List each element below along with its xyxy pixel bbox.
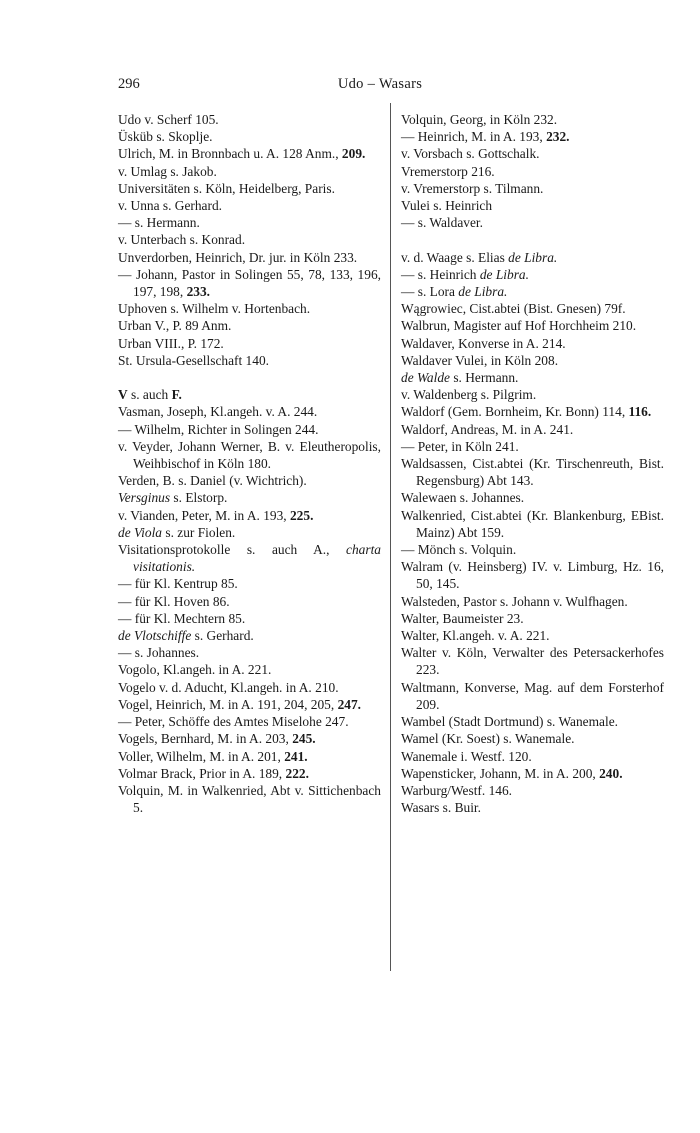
index-entry: Universitäten s. Köln, Heidelberg, Paris. [118, 180, 335, 196]
index-entry: Waldsassen, Cist.abtei (Kr. Tirschenreuth, Bist. Regensburg) Abt 143. [401, 456, 664, 489]
index-entry: — für Kl. Hoven 86. [118, 593, 230, 609]
index-entry: Vulei s. Heinrich [401, 198, 493, 214]
index-entry: — s. Hermann. [118, 215, 200, 231]
index-entry: Wasars s. Buir. [401, 800, 482, 816]
index-entry: Wapensticker, Johann, M. in A. 200, 240. [401, 765, 623, 781]
index-entry: de Walde s. Hermann. [401, 370, 519, 386]
index-entry: Walkenried, Cist.abtei (Kr. Blankenburg, EBist. Mainz) Abt 159. [401, 507, 664, 540]
running-head: Udo – Wasars [337, 76, 423, 92]
index-entry: v. Vremerstorp s. Tilmann. [401, 180, 544, 196]
index-entry: Urban VIII., P. 172. [118, 335, 224, 351]
index-entry: Ulrich, M. in Bronnbach u. A. 128 Anm., 209. [118, 146, 366, 162]
index-entry: Vogolo, Kl.angeh. in A. 221. [118, 662, 272, 678]
index-entry: Walewaen s. Johannes. [401, 490, 525, 506]
index-entry: Walsteden, Pastor s. Johann v. Wulfhagen. [401, 593, 628, 609]
index-entry: Wamel (Kr. Soest) s. Wanemale. [401, 731, 575, 747]
index-entry: Waldaver, Konverse in A. 214. [401, 335, 566, 351]
index-entry: Unverdorben, Heinrich, Dr. jur. in Köln 233. [118, 249, 358, 265]
index-entry: — Mönch s. Volquin. [401, 542, 517, 558]
index-entry: v. Waldenberg s. Pilgrim. [401, 387, 537, 403]
index-entry: Volmar Brack, Prior in A. 189, 222. [118, 765, 309, 781]
index-entry: Waldorf, Andreas, M. in A. 241. [401, 421, 574, 437]
section-gap [401, 231, 664, 248]
index-entry: Waltmann, Konverse, Mag. auf dem Forsterhof 209. [401, 679, 664, 712]
index-entry: V s. auch F. [118, 387, 182, 403]
page-number: 296 [118, 76, 140, 92]
index-entry: Walter v. Köln, Verwalter des Petersackerhofes 223. [401, 645, 664, 678]
index-entry: v. Umlag s. Jakob. [118, 163, 217, 179]
index-entry: Voller, Wilhelm, M. in A. 201, 241. [118, 748, 308, 764]
index-entry: Volquin, Georg, in Köln 232. [401, 112, 558, 127]
index-entry: v. Unna s. Gerhard. [118, 198, 222, 214]
index-entry: Waldorf (Gem. Bornheim, Kr. Bonn) 114, 116. [401, 404, 652, 420]
index-entry: Visitationsprotokolle s. auch A., charta visitationis. [118, 542, 381, 575]
index-entry: v. Vianden, Peter, M. in A. 193, 225. [118, 507, 314, 523]
index-entry: — Wilhelm, Richter in Solingen 244. [118, 421, 319, 437]
index-entry: — s. Johannes. [118, 645, 200, 661]
index-entry: Wągrowiec, Cist.abtei (Bist. Gnesen) 79f. [401, 301, 626, 317]
index-entry: Versginus s. Elstorp. [118, 490, 228, 506]
index-entry: Walter, Kl.angeh. v. A. 221. [401, 628, 550, 644]
index-column-left [118, 111, 381, 816]
index-entry: Wambel (Stadt Dortmund) s. Wanemale. [401, 714, 619, 730]
index-entry: Volquin, M. in Walkenried, Abt v. Sittichenbach 5. [118, 782, 381, 816]
index-entry: Üsküb s. Skoplje. [118, 129, 213, 145]
index-entry: — s. Lora de Libra. [401, 284, 508, 300]
index-entry: de Viola s. zur Fiolen. [118, 524, 236, 540]
index-entry: Udo v. Scherf 105. [118, 112, 219, 127]
index-entry: Walbrun, Magister auf Hof Horchheim 210. [401, 318, 637, 334]
index-entry: — Johann, Pastor in Solingen 55, 78, 133, 196, 197, 198, 233. [118, 266, 381, 300]
index-entry: St. Ursula-Gesellschaft 140. [118, 352, 269, 368]
index-entry: v. Veyder, Johann Werner, B. v. Eleutheropolis, Weihbischof in Köln 180. [118, 438, 381, 472]
index-entry: Wanemale i. Westf. 120. [401, 748, 532, 764]
index-entry: — Heinrich, M. in A. 193, 232. [401, 129, 570, 145]
index-entry: Vogels, Bernhard, M. in A. 203, 245. [118, 731, 316, 747]
index-entry: — für Kl. Kentrup 85. [118, 576, 238, 592]
index-entry: de Vlotschiffe s. Gerhard. [118, 628, 254, 644]
index-entry: — s. Heinrich de Libra. [401, 266, 529, 282]
index-column-right [401, 111, 664, 816]
index-entry: — Peter, Schöffe des Amtes Miselohe 247. [118, 714, 349, 730]
index-entry: Uphoven s. Wilhelm v. Hortenbach. [118, 301, 311, 317]
index-entry: Urban V., P. 89 Anm. [118, 318, 232, 334]
index-entry: Warburg/Westf. 146. [401, 782, 513, 798]
index-entry: v. Unterbach s. Konrad. [118, 232, 246, 248]
column-divider [390, 103, 391, 971]
index-entry: Walram (v. Heinsberg) IV. v. Limburg, Hz. 16, 50, 145. [401, 559, 664, 592]
index-entry: Waldaver Vulei, in Köln 208. [401, 352, 559, 368]
index-entry: Vogel, Heinrich, M. in A. 191, 204, 205, 247. [118, 696, 362, 712]
index-entry: v. d. Waage s. Elias de Libra. [401, 249, 558, 265]
index-entry: Walter, Baumeister 23. [401, 610, 524, 626]
index-entry: Vasman, Joseph, Kl.angeh. v. A. 244. [118, 404, 318, 420]
index-entry: v. Vorsbach s. Gottschalk. [401, 146, 540, 162]
index-entry: Verden, B. s. Daniel (v. Wichtrich). [118, 473, 307, 489]
section-gap [118, 369, 381, 386]
index-entry: — s. Waldaver. [401, 215, 483, 231]
index-entry: Vogelo v. d. Aducht, Kl.angeh. in A. 210. [118, 679, 339, 695]
index-entry: Vremerstorp 216. [401, 163, 495, 179]
index-entry: — Peter, in Köln 241. [401, 438, 519, 454]
index-entry: — für Kl. Mechtern 85. [118, 610, 246, 626]
